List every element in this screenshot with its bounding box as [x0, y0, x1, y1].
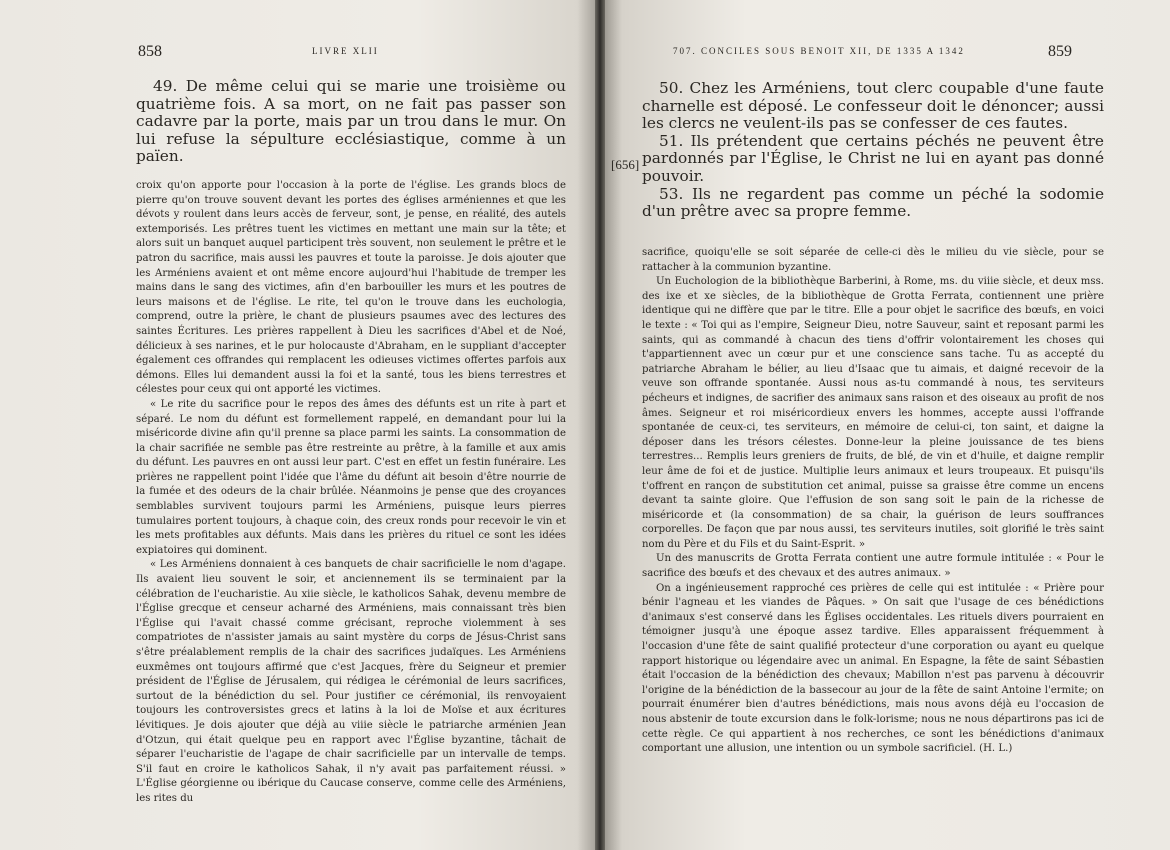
running-head: 707. CONCILES SOUS BENOIT XII, DE 1335 A 1342	[673, 46, 965, 56]
page-number: 859	[1048, 43, 1072, 60]
footnote-text	[642, 246, 1104, 757]
footnote-paragraph: croix qu'on apporte pour l'occasion à la porte de l'église. Les grands blocs de pierre qu'on trouve souvent devant les portes des églises arméniennes et que les dévots y roulent dans leurs accès de ferveur, sont, je pense, en réalité, des autels extemporisés. Les prêtres tuent les victimes en mettant une main sur la tête; et alors suit un banquet auquel participent très souvent, non seulement le prêtre et le patron du sacrifice, mais aussi les pauvres et toute la paroisse. Je dois ajouter que les Arméniens avaient et ont même encore aujourd'hui l'habitude de tremper les mains dans le sang des victimes, afin d'en barbouiller les murs et les poutres de leurs maisons et de l'église. Le rite, tel qu'on le trouve dans les euchologia, comprend, outre la prière, le chant de plusieurs psaumes avec des lectures des saintes Écritures. Les prières rappellent à Dieu les sacrifices d'Abel et de Noé, délicieux à ses narines, et le pur holocauste d'Abraham, en le suppliant d'accepter également ces offrandes qui remplacent les odieuses victimes offertes parfois aux démons. Elles lui demandent aussi la foi et la santé, tous les biens terrestres et célestes pour ceux qui ont apporté les victimes.	[136, 180, 566, 396]
footnote-paragraph: sacrifice, quoiqu'elle se soit séparée de celle-ci dès le milieu du vie siècle, pour se rattacher à la communion byzantine.	[642, 247, 1104, 273]
marginal-page-reference: [656]	[611, 157, 640, 172]
right-page	[605, 0, 1170, 850]
page-number: 858	[138, 43, 162, 60]
paragraph-50: 50. Chez les Arméniens, tout clerc coupable d'une faute charnelle est déposé. Le confesseur doit le dénoncer; aussi les clercs ne veulent-ils pas se confesser de ces fautes.	[642, 79, 1104, 133]
footnote-paragraph: Un Euchologion de la bibliothèque Barberini, à Rome, ms. du viiie siècle, et deux mss. des ixe et xe siècles, de la bibliothèque de Grotta Ferrata, contiennent une prière identique qui ne diffère que par le titre. Elle a pour objet le sacrifice des bœufs, en voici le texte : « Toi qui as l'empire, Seigneur Dieu, notre Sauveur, saint et reposant parmi les saints, qui as commandé à chacun des tiens d'offrir volontairement les choses qui t'appartiennent avec un cœur pur et une conscience sans tache. Tu as accepté du patriarche Abraham le bélier, au lieu d'Isaac que tu aimais, et daigné recevoir de la veuve son offrande spontanée. Aussi nous as-tu commandé à nous, tes serviteurs pécheurs et indignes, de sacrifier des animaux sans raison et des oiseaux au profit de nos âmes. Seigneur et roi miséricordieux envers les hommes, accepte aussi l'offrande spontanée de ceux-ci, tes serviteurs, en mémoire de celui-ci, ton saint, et daigne la déposer dans les trésors célestes. Donne-leur la pleine jouissance de tes biens terrestres... Remplis leurs greniers de fruits, de blé, de vin et d'huile, et daigne remplir leur âme de foi et de justice. Multiplie leurs animaux et leurs troupeaux. Et puisqu'ils t'offrent en rançon de substitution cet animal, puisse sa graisse être comme un encens devant ta sainte gloire. Que l'effusion de son sang soit le pain de la richesse de miséricorde et (la consommation) de sa chair, la guérison de leurs souffrances corporelles. De façon que par nous aussi, tes serviteurs inutiles, soit glorifié le très saint nom du Père et du Fils et du Saint-Esprit. »	[642, 276, 1104, 550]
footnote-paragraph: On a ingénieusement rapproché ces prières de celle qui est intitulée : « Prière pour bénir l'agneau et les viandes de Pâques. » On sait que l'usage de ces bénédictions d'animaux s'est conservé dans les Églises occidentales. Les rituels divers pourraient en témoigner jusqu'à une époque assez tardive. Elles apparaissent fréquemment à l'occasion d'une fête de saint qualifié protecteur d'une corporation ou ayant eu quelque rapport historique ou légendaire avec un animal. En Espagne, la fête de saint Sébastien était l'occasion de la bénédiction des chevaux; Mabillon n'est pas parvenu à découvrir l'origine de la bénédiction de la bassecour au jour de la fête de saint Antoine l'ermite; on pourrait énumérer bien d'autres bénédictions, mais nous avons déjà eu l'occasion de nous abstenir de toute excursion dans le folk-lorisme; nous ne nous départirons pas ici de cette règle. Ce qui appartient à nos recherches, ce sont les bénédictions d'animaux comportant une allusion, une intention ou un symbole sacrificiel. (H. L.)	[642, 582, 1104, 755]
running-head: LIVRE XLII	[312, 46, 379, 56]
book-gutter	[595, 0, 605, 850]
paragraph-53: 53. Ils ne regardent pas comme un péché la sodomie d'un prêtre avec sa propre femme.	[642, 184, 1104, 221]
footnote-paragraph: « Les Arméniens donnaient à ces banquets de chair sacrificielle le nom d'agape. Ils avaient lieu souvent le soir, et anciennement ils se terminaient par la célébration de l'eucharistie. Au xiie siècle, le katholicos Sahak, devenu membre de l'Église grecque et censeur acharné des Arméniens, mais connaissant très bien l'Église qui l'avait chassé comme grécisant, reproche violemment à ses compatriotes de n'assister jamais au saint mystère du corps de Jésus-Christ sans s'être préalablement remplis de la chair des sacrifices judaïques. Les Arméniens euxmêmes ont toujours affirmé que c'est Jacques, frère du Seigneur et premier président de l'Église de Jérusalem, qui rédigea le cérémonial de leurs sacrifices, surtout de la bénédiction du sel. Pour justifier ce cérémonial, ils renvoyaient toujours les controversistes grecs et latins à la loi de Moïse et aux écritures lévitiques. Je dois ajouter que déjà au viiie siècle le patriarche arménien Jean d'Otzun, qui était quelque peu en rapport avec l'Église byzantine, tâchait de séparer l'eucharistie de l'agape de chair sacrificielle par un intervalle de temps. S'il faut en croire le katholicos Sahak, il n'y avait pas parfaitement réussi. » L'Église géorgienne ou ibérique du Caucase conserve, comme celle des Arméniens, les rites du	[136, 559, 566, 804]
paragraph-51: 51. Ils prétendent que certains péchés ne peuvent être pardonnés par l'Église, le Christ ne lui en ayant pas donné pouvoir.	[642, 131, 1104, 185]
paragraph-49: 49. De même celui qui se marie une troisième ou quatrième fois. A sa mort, on ne fait pas passer son cadavre par la porte, mais par un trou dans le mur. On lui refuse la sépulture ecclésiastique, comme à un païen.	[136, 77, 566, 166]
main-text	[136, 78, 566, 166]
footnote-paragraph: Un des manuscrits de Grotta Ferrata contient une autre formule intitulée : « Pour le sacrifice des bœufs et des chevaux et des autres animaux. »	[642, 553, 1104, 580]
footnote-paragraph: « Le rite du sacrifice pour le repos des âmes des défunts est un rite à part et séparé. Le nom du défunt est formellement rappelé, en demandant pour lui la miséricorde divine afin qu'il prenne sa place parmi les saints. La consommation de la chair sacrifiée ne semble pas être restreinte au prêtre, à la famille et aux amis du défunt. Les pauvres en ont aussi leur part. C'est en effet un festin funéraire. Les prières ne rappellent point l'idée que l'âme du défunt ait besoin d'être nourrie de la fumée et des odeurs de la chair brûlée. Néanmoins je pense que des croyances semblables survivent toujours parmi les Arméniens, puisque leurs pierres tumulaires portent toujours, à chaque coin, des creux ronds pour recevoir le vin et les mets profitables aux défunts. Mais dans les prières du rituel ce sont les idées expiatoires qui dominent.	[136, 398, 566, 556]
footnote-text	[136, 179, 566, 807]
main-text	[642, 80, 1104, 221]
